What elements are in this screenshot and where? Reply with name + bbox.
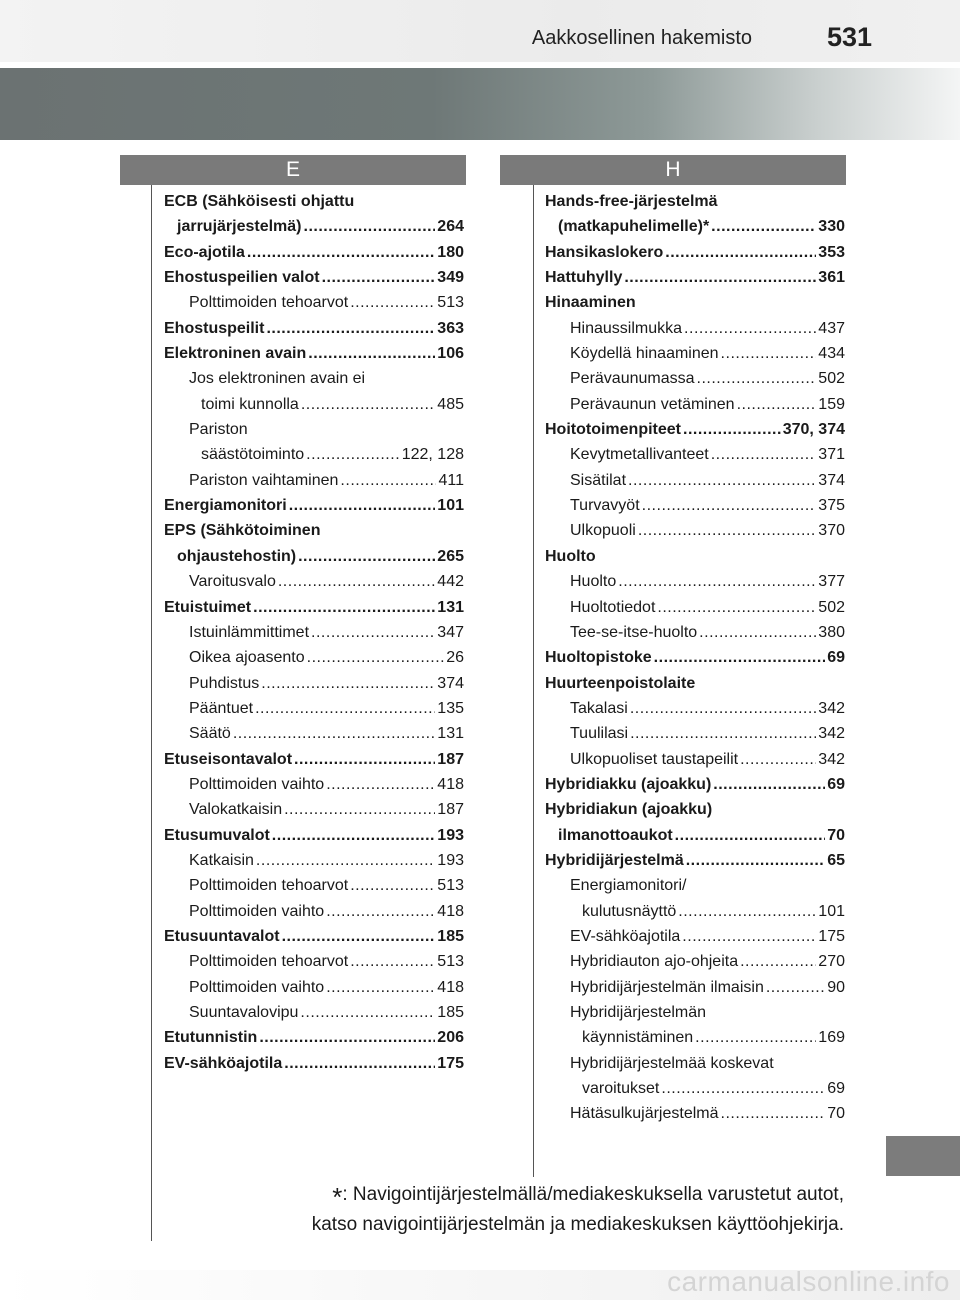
dot-leader (737, 392, 817, 417)
index-entry (164, 544, 464, 569)
index-entry (545, 468, 845, 493)
index-entry-page: 101 (818, 902, 845, 920)
index-entry (164, 899, 464, 924)
index-entry (545, 493, 845, 518)
dot-leader (255, 696, 435, 721)
index-entry-page: 193 (437, 826, 464, 844)
index-entry-page: 135 (437, 699, 464, 717)
index-entry (164, 975, 464, 1000)
index-entry-text: Etusumuvalot (164, 826, 270, 844)
index-entry-text: Perävaunumassa (570, 370, 695, 388)
index-entry-text: Hands-free-järjestelmä (545, 193, 718, 210)
index-entry-page: 159 (818, 395, 845, 413)
index-entry-page: 485 (437, 395, 464, 413)
dot-leader (350, 290, 435, 315)
index-entry-text: Hinaussilmukka (570, 319, 683, 337)
dot-leader (740, 747, 816, 772)
dot-leader (697, 366, 817, 391)
index-entry-page: 380 (818, 623, 845, 641)
dot-leader (326, 899, 435, 924)
index-entry-text: Polttimoiden vaihto (189, 775, 325, 793)
index-entry (545, 975, 845, 1000)
index-entry-text: ilmanottoaukot (558, 826, 673, 844)
index-entry-text: Sisätilat (570, 471, 627, 489)
index-entry-page: 513 (437, 877, 464, 895)
index-entry (545, 595, 845, 620)
dot-leader (711, 214, 816, 239)
index-entry-text: Hybridijärjestelmä (545, 851, 684, 869)
index-entry-text: Etusuuntavalot (164, 927, 280, 945)
index-entry (164, 924, 464, 949)
index-entry-text: Hoitotoimenpiteet (545, 421, 681, 439)
dot-leader (340, 468, 436, 493)
left-column-rule (151, 185, 152, 1241)
index-entry (545, 265, 845, 290)
footnote (312, 1181, 844, 1239)
index-entry-text: Puhdistus (189, 674, 260, 692)
dot-leader (307, 645, 445, 670)
dot-leader (713, 772, 825, 797)
section-banner (0, 68, 960, 140)
index-entry (545, 1000, 845, 1025)
index-entry-page: 69 (827, 775, 845, 793)
index-entry (545, 671, 845, 696)
index-entry-page: 361 (818, 269, 845, 287)
index-entry-page: 418 (437, 775, 464, 793)
index-entry-text: Huoltopistoke (545, 649, 652, 667)
dot-leader (311, 620, 435, 645)
index-entry (545, 696, 845, 721)
index-entry-text: Hybridiakun (ajoakku) (545, 801, 713, 819)
footnote-line-2: katso navigointijärjestelmän ja mediakeskuksen käyttöohjekirja. (311, 1214, 844, 1235)
index-entry-text: (matkapuhelimelle) (558, 218, 703, 236)
dot-leader (304, 214, 436, 239)
dot-leader (638, 518, 816, 543)
index-entry-page: 180 (437, 243, 464, 261)
index-entry-page: 122, 128 (401, 446, 464, 464)
dot-leader (678, 899, 816, 924)
index-entry-text: Huolto (545, 547, 596, 565)
dot-leader (301, 392, 435, 417)
index-entry-page: 411 (438, 471, 464, 489)
index-entry-text: Polttimoiden tehoarvot (189, 294, 349, 312)
dot-leader (300, 1000, 435, 1025)
index-entry (545, 645, 845, 670)
dot-leader (256, 848, 435, 873)
index-entry-page: 370, 374 (782, 421, 845, 439)
index-entry-text: jarrujärjestelmä) (177, 218, 302, 236)
column-heading-h: H (500, 155, 846, 185)
index-entry-text: Hybridiauton ajo-ohjeita (570, 953, 739, 971)
index-entry-text: Pariston vaihtaminen (189, 471, 339, 489)
index-entry-text: EV-sähköajotila (570, 927, 681, 945)
index-entry-text: Hybridiakku (ajoakku) (545, 775, 712, 793)
index-entry-page: 442 (437, 573, 464, 591)
index-entry (545, 949, 845, 974)
index-entry (164, 392, 464, 417)
index-entry-text: käynnistäminen (582, 1029, 694, 1047)
index-entry-text: Polttimoiden tehoarvot (189, 877, 349, 895)
index-entry-text: Tuulilasi (570, 725, 629, 743)
index-entry (164, 797, 464, 822)
index-entry-page: 185 (437, 927, 464, 945)
index-entry-page: 342 (818, 750, 845, 768)
dot-leader (684, 316, 816, 341)
index-entry (164, 747, 464, 772)
dot-leader (630, 696, 816, 721)
index-entry (545, 518, 845, 543)
index-entry (545, 316, 845, 341)
index-entry (164, 620, 464, 645)
index-entry (164, 316, 464, 341)
dot-leader (278, 569, 435, 594)
index-entry (545, 1025, 845, 1050)
index-entry-text: Polttimoiden vaihto (189, 902, 325, 920)
index-entry-text: Energiamonitori (164, 497, 287, 515)
index-entry-text: Suuntavalovipu (189, 1004, 299, 1021)
dot-leader (657, 595, 816, 620)
index-entry-text: Varoitusvalo (189, 573, 276, 591)
index-entry-text: Eco-ajotila (164, 243, 245, 261)
index-entry-text: Takalasi (570, 699, 628, 717)
index-entry (545, 240, 845, 265)
index-entry-page: 70 (827, 1105, 845, 1123)
dot-leader (686, 848, 825, 873)
index-entry-text: Köydellä hinaaminen (570, 345, 719, 363)
index-entry-text: Jos elektroninen avain ei (189, 370, 366, 388)
index-entry (164, 873, 464, 898)
index-entry-text: toimi kunnolla (201, 395, 299, 413)
column-heading-e: E (120, 155, 466, 185)
dot-leader (675, 823, 826, 848)
dot-leader (266, 316, 435, 341)
dot-leader (322, 265, 436, 290)
footnote-star: * (332, 1182, 343, 1212)
index-entry-page: 513 (437, 953, 464, 971)
index-entry (164, 366, 464, 391)
index-entry-text: Hybridijärjestelmän (570, 1004, 707, 1021)
index-entry-page: 193 (437, 851, 464, 869)
watermark-text: carmanualsonline.info (667, 1266, 950, 1297)
dot-leader (630, 721, 816, 746)
dot-leader (282, 924, 436, 949)
index-entry (164, 772, 464, 797)
index-entry (545, 290, 845, 315)
index-entry (164, 341, 464, 366)
index-entry-page: 374 (437, 674, 464, 692)
index-entry-text: Ulkopuoliset taustapeilit (570, 750, 739, 768)
index-entry (164, 265, 464, 290)
index-entry-text: Ehostuspeilien valot (164, 269, 320, 287)
index-entry (164, 468, 464, 493)
index-entry (545, 189, 845, 214)
index-entry (164, 1025, 464, 1050)
index-entry-page: 353 (818, 243, 845, 261)
index-entry: (matkapuhelimelle) * ..... 330 (545, 214, 845, 239)
index-entry-page: 264 (437, 218, 464, 236)
index-entry-text: Turvavyöt (570, 497, 640, 515)
middle-column-rule (533, 185, 534, 1177)
index-entry (164, 671, 464, 696)
index-entry-page: 371 (818, 446, 845, 464)
index-entry-page: 131 (437, 725, 464, 743)
index-entry-text: Istuinlämmittimet (189, 623, 310, 641)
index-entry-page: 175 (818, 927, 845, 945)
index-entry-text: Ulkopuoli (570, 522, 636, 540)
index-entry-page: 69 (827, 649, 845, 667)
index-entry-text: EV-sähköajotila (164, 1054, 283, 1072)
index-entry (164, 189, 464, 214)
index-entry-page: 502 (818, 598, 845, 616)
dot-leader (654, 645, 826, 670)
dot-leader (642, 493, 817, 518)
index-entry (164, 949, 464, 974)
index-entry (545, 1101, 845, 1126)
index-entry-text: Tee-se-itse-huolto (570, 623, 698, 641)
index-entry-text: Hattuhylly (545, 269, 623, 287)
index-entry-page: 434 (818, 345, 845, 363)
index-entry-text: Hätäsulkujärjestelmä (570, 1105, 719, 1123)
index-entry-page: 101 (437, 497, 464, 515)
index-entry-page: 342 (818, 699, 845, 717)
section-title: Aakkosellinen hakemisto (531, 27, 752, 49)
index-entry (164, 442, 464, 467)
index-entry-page: 90 (827, 978, 845, 996)
dot-leader (294, 747, 435, 772)
index-entry-page: 26 (446, 649, 464, 667)
dot-leader (308, 341, 435, 366)
dot-leader (233, 721, 435, 746)
dot-leader (350, 873, 435, 898)
index-entry-text: Etuseisontavalot (164, 750, 293, 768)
index-entry-text: Säätö (189, 725, 231, 743)
index-entry-text: Katkaisin (189, 851, 254, 869)
index-entry (545, 341, 845, 366)
index-entry-page: 418 (437, 978, 464, 996)
index-entry-page: 513 (437, 294, 464, 312)
dot-leader (695, 1025, 816, 1050)
index-entry-text: Hybridijärjestelmää koskevat (570, 1054, 774, 1072)
index-entry (164, 493, 464, 518)
dot-leader (350, 949, 435, 974)
index-entry-text: Etutunnistin (164, 1029, 258, 1047)
index-entry (545, 924, 845, 949)
index-entry-page: 206 (437, 1029, 464, 1047)
index-entry-text: Oikea ajoasento (189, 649, 305, 667)
index-entry (164, 645, 464, 670)
index-entry-text: Polttimoiden vaihto (189, 978, 325, 996)
index-entry (164, 696, 464, 721)
index-entry-text: Etuistuimet (164, 598, 252, 616)
index-entry-text: ECB (Sähköisesti ohjattu (164, 193, 355, 210)
index-entry (545, 620, 845, 645)
index-entry (545, 569, 845, 594)
index-entry (164, 1051, 464, 1076)
index-entry-page: 330 (818, 218, 845, 236)
dot-leader (272, 823, 436, 848)
index-entry (164, 569, 464, 594)
dot-leader (766, 975, 825, 1000)
index-entry-text: säästötoiminto (201, 446, 305, 464)
index-entry-text: Ehostuspeilit (164, 319, 265, 337)
dot-leader (289, 493, 436, 518)
index-entry (545, 823, 845, 848)
index-entry-page: 185 (437, 1004, 464, 1021)
index-entry-page: 69 (827, 1080, 845, 1098)
index-entry (545, 392, 845, 417)
index-entry (545, 1051, 845, 1076)
index-entry-page: 106 (437, 345, 464, 363)
dot-leader (683, 417, 781, 442)
index-entry-page: 265 (437, 547, 464, 565)
index-entry (545, 772, 845, 797)
dot-leader (298, 544, 435, 569)
index-entry-text: Polttimoiden tehoarvot (189, 953, 349, 971)
index-entry-page: 363 (437, 319, 464, 337)
index-entry-page: 65 (827, 851, 845, 869)
index-entry (164, 848, 464, 873)
index-entry (545, 747, 845, 772)
index-entry-page: 70 (827, 826, 845, 844)
footnote-line-1 (312, 1181, 844, 1211)
index-column-e (164, 189, 464, 1076)
dot-leader (326, 975, 435, 1000)
index-entry-page: 370 (818, 522, 845, 540)
dot-leader (661, 1076, 825, 1101)
footnote-text-1: : Navigointijärjestelmällä/mediakeskuksella varustetut autot, (342, 1184, 844, 1205)
index-entry-text: varoitukset (582, 1080, 660, 1098)
index-entry (545, 1076, 845, 1101)
index-entry (164, 290, 464, 315)
index-entry (545, 899, 845, 924)
dot-leader (699, 620, 816, 645)
index-entry-text: Pariston (189, 421, 248, 439)
dot-leader (284, 797, 435, 822)
index-entry-page: 349 (437, 269, 464, 287)
index-entry-page: 418 (437, 902, 464, 920)
dot-leader (665, 240, 816, 265)
chapter-tab (886, 1136, 960, 1176)
dot-leader (628, 468, 816, 493)
dot-leader (711, 442, 817, 467)
index-entry-text: ohjaustehostin) (177, 547, 297, 565)
dot-leader (326, 772, 435, 797)
index-entry-page: 375 (818, 497, 845, 515)
index-entry (164, 1000, 464, 1025)
index-entry-page: 502 (818, 370, 845, 388)
header-strip (0, 0, 960, 62)
index-entry-text: Valokatkaisin (189, 801, 283, 819)
dot-leader (259, 1025, 435, 1050)
index-entry (545, 417, 845, 442)
dot-leader (740, 949, 816, 974)
dot-leader (618, 569, 816, 594)
index-entry-page: 374 (818, 471, 845, 489)
index-entry (545, 873, 845, 898)
index-entry (164, 595, 464, 620)
dot-leader (721, 1101, 826, 1126)
index-entry-text: EPS (Sähkötoiminen (164, 522, 321, 540)
dot-leader (247, 240, 435, 265)
index-entry-page: 175 (437, 1054, 464, 1072)
index-entry-text: kulutusnäyttö (582, 902, 677, 920)
index-entry (545, 366, 845, 391)
index-entry (164, 214, 464, 239)
index-entry (164, 417, 464, 442)
dot-leader (682, 924, 816, 949)
dot-leader (624, 265, 816, 290)
dot-leader (284, 1051, 435, 1076)
index-entry-page: 270 (818, 953, 845, 971)
index-entry-page: 187 (437, 750, 464, 768)
dot-leader (253, 595, 435, 620)
index-entry-text: Pääntuet (189, 699, 254, 717)
index-entry-page: 377 (818, 573, 845, 591)
index-column-h (545, 189, 845, 1127)
index-entry (545, 442, 845, 467)
index-entry (545, 721, 845, 746)
index-entry-text: Elektroninen avain (164, 345, 307, 363)
index-entry-text: Hinaaminen (545, 294, 636, 312)
index-entry (545, 848, 845, 873)
index-entry (164, 518, 464, 543)
index-entry-page: 437 (818, 319, 845, 337)
page-number: 531 (826, 22, 872, 52)
index-entry-text: Huurteenpoistolaite (545, 674, 696, 692)
index-entry-page: 131 (437, 598, 464, 616)
dot-leader (261, 671, 435, 696)
index-entry (164, 721, 464, 746)
index-entry-text: Energiamonitori/ (570, 877, 687, 895)
index-entry (545, 797, 845, 822)
index-entry-text: Hybridijärjestelmän ilmaisin (570, 978, 764, 996)
dot-leader (721, 341, 817, 366)
dot-leader (306, 442, 400, 467)
index-entry-text: Kevytmetallivanteet (570, 446, 709, 464)
index-entry (164, 240, 464, 265)
index-entry-text: Huoltotiedot (570, 598, 656, 616)
index-entry-text: Perävaunun vetäminen (570, 395, 735, 413)
index-entry-page: 342 (818, 725, 845, 743)
index-entry-page: 169 (818, 1029, 845, 1047)
index-entry-page: 347 (437, 623, 464, 641)
index-entry-text: Hansikaslokero (545, 243, 664, 261)
index-entry (545, 544, 845, 569)
index-entry-page: 187 (437, 801, 464, 819)
index-entry (164, 823, 464, 848)
index-entry-text: Huolto (570, 573, 617, 591)
